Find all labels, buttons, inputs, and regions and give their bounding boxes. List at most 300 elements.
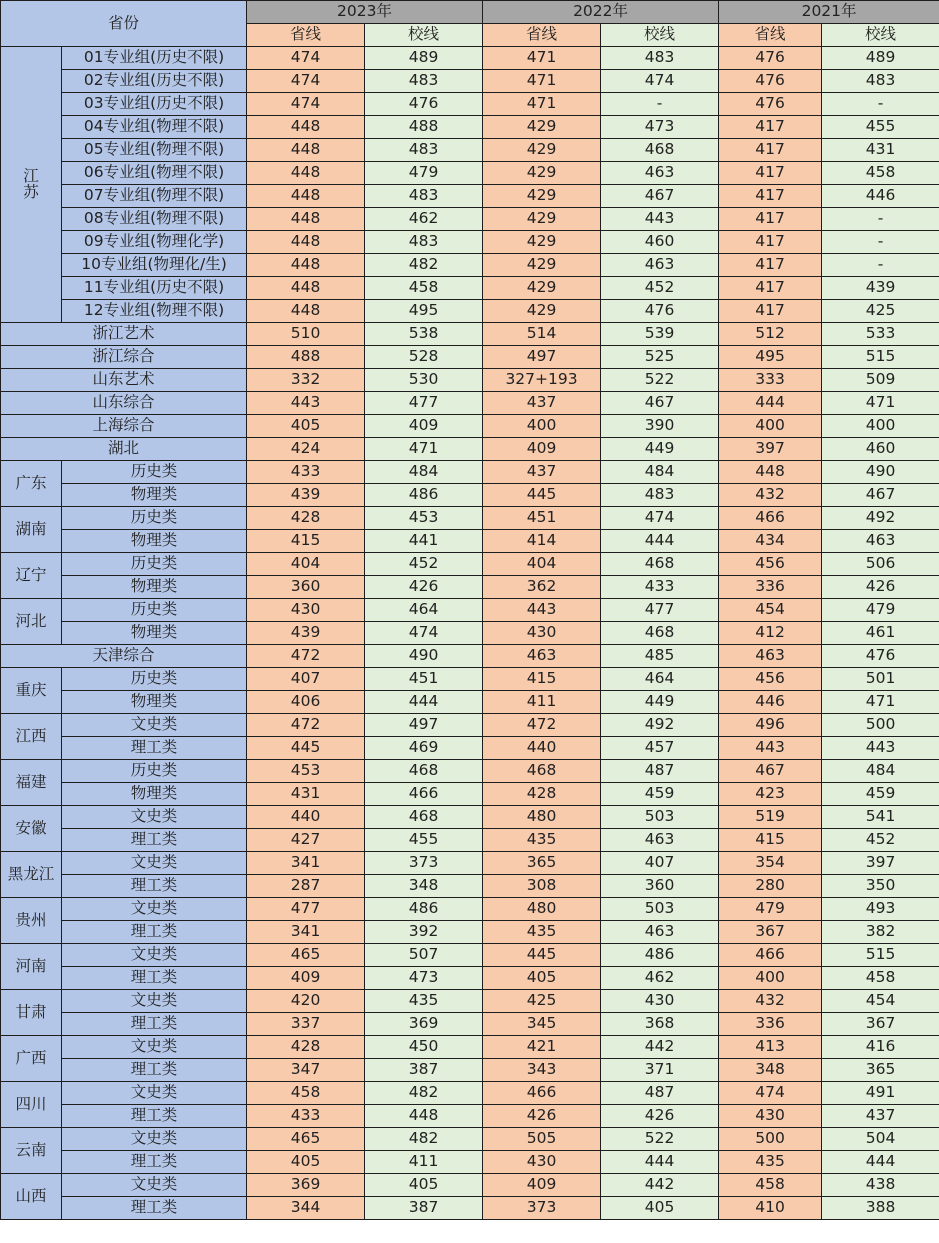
province-label: 河南 bbox=[1, 944, 62, 990]
provincial-line-cell: 444 bbox=[719, 392, 822, 415]
provincial-line-cell: 429 bbox=[483, 162, 601, 185]
table-row bbox=[1, 852, 939, 875]
table-row bbox=[1, 760, 939, 783]
provincial-line-cell: 409 bbox=[483, 1174, 601, 1197]
school-line-cell: 453 bbox=[365, 507, 483, 530]
provincial-line-cell: 417 bbox=[719, 300, 822, 323]
school-line-cell: 530 bbox=[365, 369, 483, 392]
school-line-cell: 487 bbox=[601, 760, 719, 783]
school-line-cell: 490 bbox=[822, 461, 939, 484]
school-line-cell: 463 bbox=[601, 162, 719, 185]
school-line-cell: 469 bbox=[365, 737, 483, 760]
provincial-line-cell: 435 bbox=[483, 921, 601, 944]
provincial-line-cell: 428 bbox=[247, 1036, 365, 1059]
provincial-line-cell: 409 bbox=[483, 438, 601, 461]
school-line-cell: 473 bbox=[365, 967, 483, 990]
school-line-cell: 479 bbox=[365, 162, 483, 185]
provincial-line-cell: 409 bbox=[247, 967, 365, 990]
provincial-line-cell: 433 bbox=[247, 461, 365, 484]
provincial-line-cell: 400 bbox=[483, 415, 601, 438]
provincial-line-cell: 337 bbox=[247, 1013, 365, 1036]
school-line-cell: 409 bbox=[365, 415, 483, 438]
provincial-line-cell: 417 bbox=[719, 116, 822, 139]
category-label: 历史类 bbox=[62, 461, 247, 484]
school-line-cell: 501 bbox=[822, 668, 939, 691]
province-label: 甘肃 bbox=[1, 990, 62, 1036]
school-line-cell: 492 bbox=[822, 507, 939, 530]
provincial-line-cell: 495 bbox=[719, 346, 822, 369]
provincial-line-cell: 410 bbox=[719, 1197, 822, 1220]
table-row bbox=[1, 645, 939, 668]
school-line-cell: 467 bbox=[822, 484, 939, 507]
provincial-line-cell: 448 bbox=[247, 185, 365, 208]
provincial-line-cell: 367 bbox=[719, 921, 822, 944]
provincial-line-cell: 448 bbox=[247, 208, 365, 231]
provincial-line-cell: 496 bbox=[719, 714, 822, 737]
provincial-line-cell: 429 bbox=[483, 254, 601, 277]
table-row bbox=[1, 599, 939, 622]
provincial-line-header: 省线 bbox=[719, 24, 822, 47]
table-row bbox=[1, 300, 939, 323]
provincial-line-cell: 405 bbox=[483, 967, 601, 990]
provincial-line-cell: 474 bbox=[247, 93, 365, 116]
table-row bbox=[1, 553, 939, 576]
school-line-cell: 490 bbox=[365, 645, 483, 668]
school-line-cell: 483 bbox=[365, 185, 483, 208]
provincial-line-cell: 417 bbox=[719, 254, 822, 277]
school-line-cell: 397 bbox=[822, 852, 939, 875]
school-line-cell: 387 bbox=[365, 1197, 483, 1220]
provincial-line-cell: 332 bbox=[247, 369, 365, 392]
provincial-line-cell: 431 bbox=[247, 783, 365, 806]
provincial-line-cell: 415 bbox=[719, 829, 822, 852]
table-row bbox=[1, 944, 939, 967]
province-label: 黑龙江 bbox=[1, 852, 62, 898]
province-header: 省份 bbox=[1, 1, 247, 47]
table-row bbox=[1, 1105, 939, 1128]
provincial-line-cell: 417 bbox=[719, 208, 822, 231]
school-line-cell: - bbox=[822, 254, 939, 277]
school-line-cell: 473 bbox=[601, 116, 719, 139]
table-row bbox=[1, 70, 939, 93]
category-label: 历史类 bbox=[62, 599, 247, 622]
school-line-cell: 538 bbox=[365, 323, 483, 346]
provincial-line-cell: 448 bbox=[247, 231, 365, 254]
provincial-line-cell: 426 bbox=[483, 1105, 601, 1128]
provincial-line-cell: 466 bbox=[719, 944, 822, 967]
table-row bbox=[1, 737, 939, 760]
school-line-header: 校线 bbox=[601, 24, 719, 47]
province-label: 江西 bbox=[1, 714, 62, 760]
provincial-line-cell: 415 bbox=[247, 530, 365, 553]
school-line-cell: 411 bbox=[365, 1151, 483, 1174]
school-line-cell: 388 bbox=[822, 1197, 939, 1220]
category-label: 物理类 bbox=[62, 484, 247, 507]
provincial-line-cell: 429 bbox=[483, 277, 601, 300]
table-row bbox=[1, 921, 939, 944]
school-line-cell: 459 bbox=[822, 783, 939, 806]
provincial-line-cell: 472 bbox=[483, 714, 601, 737]
provincial-line-cell: 429 bbox=[483, 185, 601, 208]
provincial-line-cell: 429 bbox=[483, 139, 601, 162]
provincial-line-cell: 474 bbox=[719, 1082, 822, 1105]
school-line-cell: 477 bbox=[601, 599, 719, 622]
school-line-cell: 463 bbox=[601, 921, 719, 944]
category-label: 05专业组(物理不限) bbox=[62, 139, 247, 162]
provincial-line-cell: 354 bbox=[719, 852, 822, 875]
provincial-line-cell: 423 bbox=[719, 783, 822, 806]
school-line-cell: 483 bbox=[601, 47, 719, 70]
school-line-cell: 484 bbox=[601, 461, 719, 484]
province-label: 贵州 bbox=[1, 898, 62, 944]
category-label: 历史类 bbox=[62, 760, 247, 783]
table-row bbox=[1, 1036, 939, 1059]
provincial-line-cell: 417 bbox=[719, 231, 822, 254]
provincial-line-cell: 471 bbox=[483, 47, 601, 70]
provincial-line-cell: 400 bbox=[719, 967, 822, 990]
province-label: 湖南 bbox=[1, 507, 62, 553]
school-line-cell: 462 bbox=[365, 208, 483, 231]
table-row bbox=[1, 668, 939, 691]
table-row bbox=[1, 254, 939, 277]
school-line-cell: - bbox=[822, 208, 939, 231]
provincial-line-cell: 468 bbox=[483, 760, 601, 783]
school-line-cell: 439 bbox=[822, 277, 939, 300]
table-row bbox=[1, 323, 939, 346]
category-label: 文史类 bbox=[62, 714, 247, 737]
provincial-line-cell: 439 bbox=[247, 622, 365, 645]
school-line-cell: 425 bbox=[822, 300, 939, 323]
provincial-line-cell: 471 bbox=[483, 93, 601, 116]
provincial-line-cell: 430 bbox=[719, 1105, 822, 1128]
provincial-line-cell: 472 bbox=[247, 645, 365, 668]
category-label: 01专业组(历史不限) bbox=[62, 47, 247, 70]
school-line-cell: 455 bbox=[822, 116, 939, 139]
school-line-cell: 474 bbox=[601, 70, 719, 93]
provincial-line-cell: 427 bbox=[247, 829, 365, 852]
school-line-cell: 467 bbox=[601, 185, 719, 208]
category-label: 02专业组(历史不限) bbox=[62, 70, 247, 93]
provincial-line-cell: 336 bbox=[719, 1013, 822, 1036]
school-line-cell: 471 bbox=[365, 438, 483, 461]
provincial-line-cell: 476 bbox=[719, 93, 822, 116]
provincial-line-cell: 287 bbox=[247, 875, 365, 898]
category-label: 08专业组(物理不限) bbox=[62, 208, 247, 231]
provincial-line-cell: 373 bbox=[483, 1197, 601, 1220]
school-line-cell: 491 bbox=[822, 1082, 939, 1105]
table-row bbox=[1, 438, 939, 461]
school-line-cell: 468 bbox=[601, 553, 719, 576]
provincial-line-cell: 437 bbox=[483, 392, 601, 415]
school-line-cell: - bbox=[822, 93, 939, 116]
school-line-cell: 348 bbox=[365, 875, 483, 898]
provincial-line-cell: 440 bbox=[247, 806, 365, 829]
school-line-cell: 438 bbox=[822, 1174, 939, 1197]
school-line-cell: 450 bbox=[365, 1036, 483, 1059]
school-line-cell: 444 bbox=[601, 530, 719, 553]
category-label: 文史类 bbox=[62, 944, 247, 967]
province-label: 湖北 bbox=[1, 438, 247, 461]
table-row bbox=[1, 622, 939, 645]
table-row bbox=[1, 576, 939, 599]
province-label: 广西 bbox=[1, 1036, 62, 1082]
school-line-cell: 485 bbox=[601, 645, 719, 668]
school-line-cell: 367 bbox=[822, 1013, 939, 1036]
school-line-cell: 476 bbox=[601, 300, 719, 323]
provincial-line-cell: 467 bbox=[719, 760, 822, 783]
school-line-cell: 455 bbox=[365, 829, 483, 852]
school-line-cell: 483 bbox=[365, 139, 483, 162]
school-line-cell: 405 bbox=[601, 1197, 719, 1220]
school-line-cell: 476 bbox=[822, 645, 939, 668]
table-row bbox=[1, 875, 939, 898]
provincial-line-cell: 424 bbox=[247, 438, 365, 461]
school-line-cell: 482 bbox=[365, 1082, 483, 1105]
provincial-line-cell: 477 bbox=[247, 898, 365, 921]
provincial-line-cell: 343 bbox=[483, 1059, 601, 1082]
year-header-2022: 2022年 bbox=[483, 1, 719, 24]
table-row bbox=[1, 1059, 939, 1082]
school-line-cell: 460 bbox=[601, 231, 719, 254]
provincial-line-cell: 466 bbox=[719, 507, 822, 530]
provincial-line-cell: 443 bbox=[483, 599, 601, 622]
category-label: 历史类 bbox=[62, 553, 247, 576]
provincial-line-cell: 445 bbox=[247, 737, 365, 760]
table-row bbox=[1, 829, 939, 852]
school-line-cell: 448 bbox=[365, 1105, 483, 1128]
school-line-cell: 482 bbox=[365, 254, 483, 277]
provincial-line-cell: 465 bbox=[247, 1128, 365, 1151]
table-row bbox=[1, 277, 939, 300]
province-label: 天津综合 bbox=[1, 645, 247, 668]
category-label: 物理类 bbox=[62, 530, 247, 553]
category-label: 文史类 bbox=[62, 1174, 247, 1197]
school-line-cell: 492 bbox=[601, 714, 719, 737]
category-label: 文史类 bbox=[62, 990, 247, 1013]
school-line-cell: 443 bbox=[822, 737, 939, 760]
provincial-line-cell: 466 bbox=[483, 1082, 601, 1105]
school-line-cell: 515 bbox=[822, 346, 939, 369]
table-row bbox=[1, 1082, 939, 1105]
school-line-cell: 435 bbox=[365, 990, 483, 1013]
provincial-line-header: 省线 bbox=[483, 24, 601, 47]
category-label: 理工类 bbox=[62, 1151, 247, 1174]
table-row bbox=[1, 208, 939, 231]
category-label: 文史类 bbox=[62, 806, 247, 829]
provincial-line-cell: 463 bbox=[483, 645, 601, 668]
category-label: 09专业组(物理化学) bbox=[62, 231, 247, 254]
provincial-line-cell: 327+193 bbox=[483, 369, 601, 392]
school-line-cell: 431 bbox=[822, 139, 939, 162]
provincial-line-cell: 360 bbox=[247, 576, 365, 599]
provincial-line-cell: 417 bbox=[719, 185, 822, 208]
school-line-cell: 452 bbox=[365, 553, 483, 576]
school-line-cell: 449 bbox=[601, 691, 719, 714]
provincial-line-cell: 336 bbox=[719, 576, 822, 599]
table-row bbox=[1, 1151, 939, 1174]
school-line-cell: 430 bbox=[601, 990, 719, 1013]
school-line-cell: 522 bbox=[601, 369, 719, 392]
school-line-cell: 452 bbox=[822, 829, 939, 852]
school-line-cell: 387 bbox=[365, 1059, 483, 1082]
province-label: 上海综合 bbox=[1, 415, 247, 438]
category-label: 文史类 bbox=[62, 1082, 247, 1105]
provincial-line-cell: 505 bbox=[483, 1128, 601, 1151]
table-row bbox=[1, 1197, 939, 1220]
table-row bbox=[1, 484, 939, 507]
provincial-line-cell: 362 bbox=[483, 576, 601, 599]
school-line-cell: 482 bbox=[365, 1128, 483, 1151]
provincial-line-header: 省线 bbox=[247, 24, 365, 47]
table-row bbox=[1, 231, 939, 254]
provincial-line-cell: 341 bbox=[247, 852, 365, 875]
school-line-cell: 461 bbox=[822, 622, 939, 645]
school-line-cell: 442 bbox=[601, 1036, 719, 1059]
table-row bbox=[1, 116, 939, 139]
provincial-line-cell: 429 bbox=[483, 208, 601, 231]
school-line-cell: 466 bbox=[365, 783, 483, 806]
table-row bbox=[1, 691, 939, 714]
provincial-line-cell: 451 bbox=[483, 507, 601, 530]
school-line-cell: 522 bbox=[601, 1128, 719, 1151]
provincial-line-cell: 421 bbox=[483, 1036, 601, 1059]
provincial-line-cell: 429 bbox=[483, 231, 601, 254]
provincial-line-cell: 430 bbox=[483, 622, 601, 645]
provincial-line-cell: 400 bbox=[719, 415, 822, 438]
school-line-cell: 407 bbox=[601, 852, 719, 875]
table-row bbox=[1, 346, 939, 369]
province-label: 山西 bbox=[1, 1174, 62, 1220]
province-label: 辽宁 bbox=[1, 553, 62, 599]
school-line-cell: 449 bbox=[601, 438, 719, 461]
category-label: 理工类 bbox=[62, 1197, 247, 1220]
school-line-cell: 525 bbox=[601, 346, 719, 369]
school-line-cell: 392 bbox=[365, 921, 483, 944]
provincial-line-cell: 425 bbox=[483, 990, 601, 1013]
category-label: 理工类 bbox=[62, 875, 247, 898]
category-label: 物理类 bbox=[62, 691, 247, 714]
school-line-cell: 489 bbox=[365, 47, 483, 70]
school-line-cell: 484 bbox=[822, 760, 939, 783]
category-label: 文史类 bbox=[62, 852, 247, 875]
provincial-line-cell: 437 bbox=[483, 461, 601, 484]
school-line-cell: 487 bbox=[601, 1082, 719, 1105]
category-label: 物理类 bbox=[62, 576, 247, 599]
school-line-cell: 497 bbox=[365, 714, 483, 737]
provincial-line-cell: 345 bbox=[483, 1013, 601, 1036]
school-line-cell: 528 bbox=[365, 346, 483, 369]
category-label: 文史类 bbox=[62, 1128, 247, 1151]
school-line-cell: 486 bbox=[365, 484, 483, 507]
provincial-line-cell: 448 bbox=[247, 254, 365, 277]
school-line-cell: 373 bbox=[365, 852, 483, 875]
table-row bbox=[1, 806, 939, 829]
table-row bbox=[1, 507, 939, 530]
table-row bbox=[1, 392, 939, 415]
provincial-line-cell: 433 bbox=[247, 1105, 365, 1128]
province-label: 浙江艺术 bbox=[1, 323, 247, 346]
school-line-cell: - bbox=[601, 93, 719, 116]
provincial-line-cell: 414 bbox=[483, 530, 601, 553]
category-label: 06专业组(物理不限) bbox=[62, 162, 247, 185]
category-label: 理工类 bbox=[62, 967, 247, 990]
category-label: 文史类 bbox=[62, 1036, 247, 1059]
school-line-cell: 467 bbox=[601, 392, 719, 415]
school-line-cell: 460 bbox=[822, 438, 939, 461]
school-line-cell: 457 bbox=[601, 737, 719, 760]
category-label: 理工类 bbox=[62, 1105, 247, 1128]
school-line-cell: 486 bbox=[601, 944, 719, 967]
provincial-line-cell: 406 bbox=[247, 691, 365, 714]
table-row bbox=[1, 139, 939, 162]
category-label: 07专业组(物理不限) bbox=[62, 185, 247, 208]
category-label: 文史类 bbox=[62, 898, 247, 921]
province-label: 浙江综合 bbox=[1, 346, 247, 369]
school-line-cell: 433 bbox=[601, 576, 719, 599]
school-line-cell: 416 bbox=[822, 1036, 939, 1059]
provincial-line-cell: 344 bbox=[247, 1197, 365, 1220]
category-label: 04专业组(物理不限) bbox=[62, 116, 247, 139]
school-line-cell: 441 bbox=[365, 530, 483, 553]
provincial-line-cell: 428 bbox=[483, 783, 601, 806]
table-body bbox=[1, 47, 939, 1220]
provincial-line-cell: 439 bbox=[247, 484, 365, 507]
category-label: 物理类 bbox=[62, 783, 247, 806]
school-line-cell: 515 bbox=[822, 944, 939, 967]
school-line-cell: 451 bbox=[365, 668, 483, 691]
school-line-cell: 459 bbox=[601, 783, 719, 806]
province-label: 重庆 bbox=[1, 668, 62, 714]
category-label: 10专业组(物理化/生) bbox=[62, 254, 247, 277]
provincial-line-cell: 415 bbox=[483, 668, 601, 691]
table-row bbox=[1, 185, 939, 208]
school-line-cell: 426 bbox=[822, 576, 939, 599]
table-row bbox=[1, 461, 939, 484]
school-line-cell: 444 bbox=[822, 1151, 939, 1174]
provincial-line-cell: 448 bbox=[247, 116, 365, 139]
category-label: 理工类 bbox=[62, 1059, 247, 1082]
school-line-cell: 486 bbox=[365, 898, 483, 921]
provincial-line-cell: 434 bbox=[719, 530, 822, 553]
provincial-line-cell: 412 bbox=[719, 622, 822, 645]
provincial-line-cell: 448 bbox=[247, 139, 365, 162]
school-line-cell: 444 bbox=[365, 691, 483, 714]
school-line-cell: 503 bbox=[601, 898, 719, 921]
provincial-line-cell: 465 bbox=[247, 944, 365, 967]
provincial-line-cell: 440 bbox=[483, 737, 601, 760]
table-row bbox=[1, 530, 939, 553]
school-line-cell: 484 bbox=[365, 461, 483, 484]
school-line-cell: 458 bbox=[822, 162, 939, 185]
school-line-cell: 464 bbox=[365, 599, 483, 622]
category-label: 11专业组(历史不限) bbox=[62, 277, 247, 300]
provincial-line-cell: 445 bbox=[483, 484, 601, 507]
province-label: 山东综合 bbox=[1, 392, 247, 415]
provincial-line-cell: 413 bbox=[719, 1036, 822, 1059]
provincial-line-cell: 446 bbox=[719, 691, 822, 714]
school-line-cell: 382 bbox=[822, 921, 939, 944]
table-row bbox=[1, 1128, 939, 1151]
province-label bbox=[1, 47, 62, 323]
table-row bbox=[1, 415, 939, 438]
school-line-cell: 463 bbox=[822, 530, 939, 553]
category-label: 历史类 bbox=[62, 668, 247, 691]
school-line-cell: 371 bbox=[601, 1059, 719, 1082]
category-label: 历史类 bbox=[62, 507, 247, 530]
provincial-line-cell: 476 bbox=[719, 47, 822, 70]
school-line-cell: 463 bbox=[601, 829, 719, 852]
provincial-line-cell: 430 bbox=[247, 599, 365, 622]
